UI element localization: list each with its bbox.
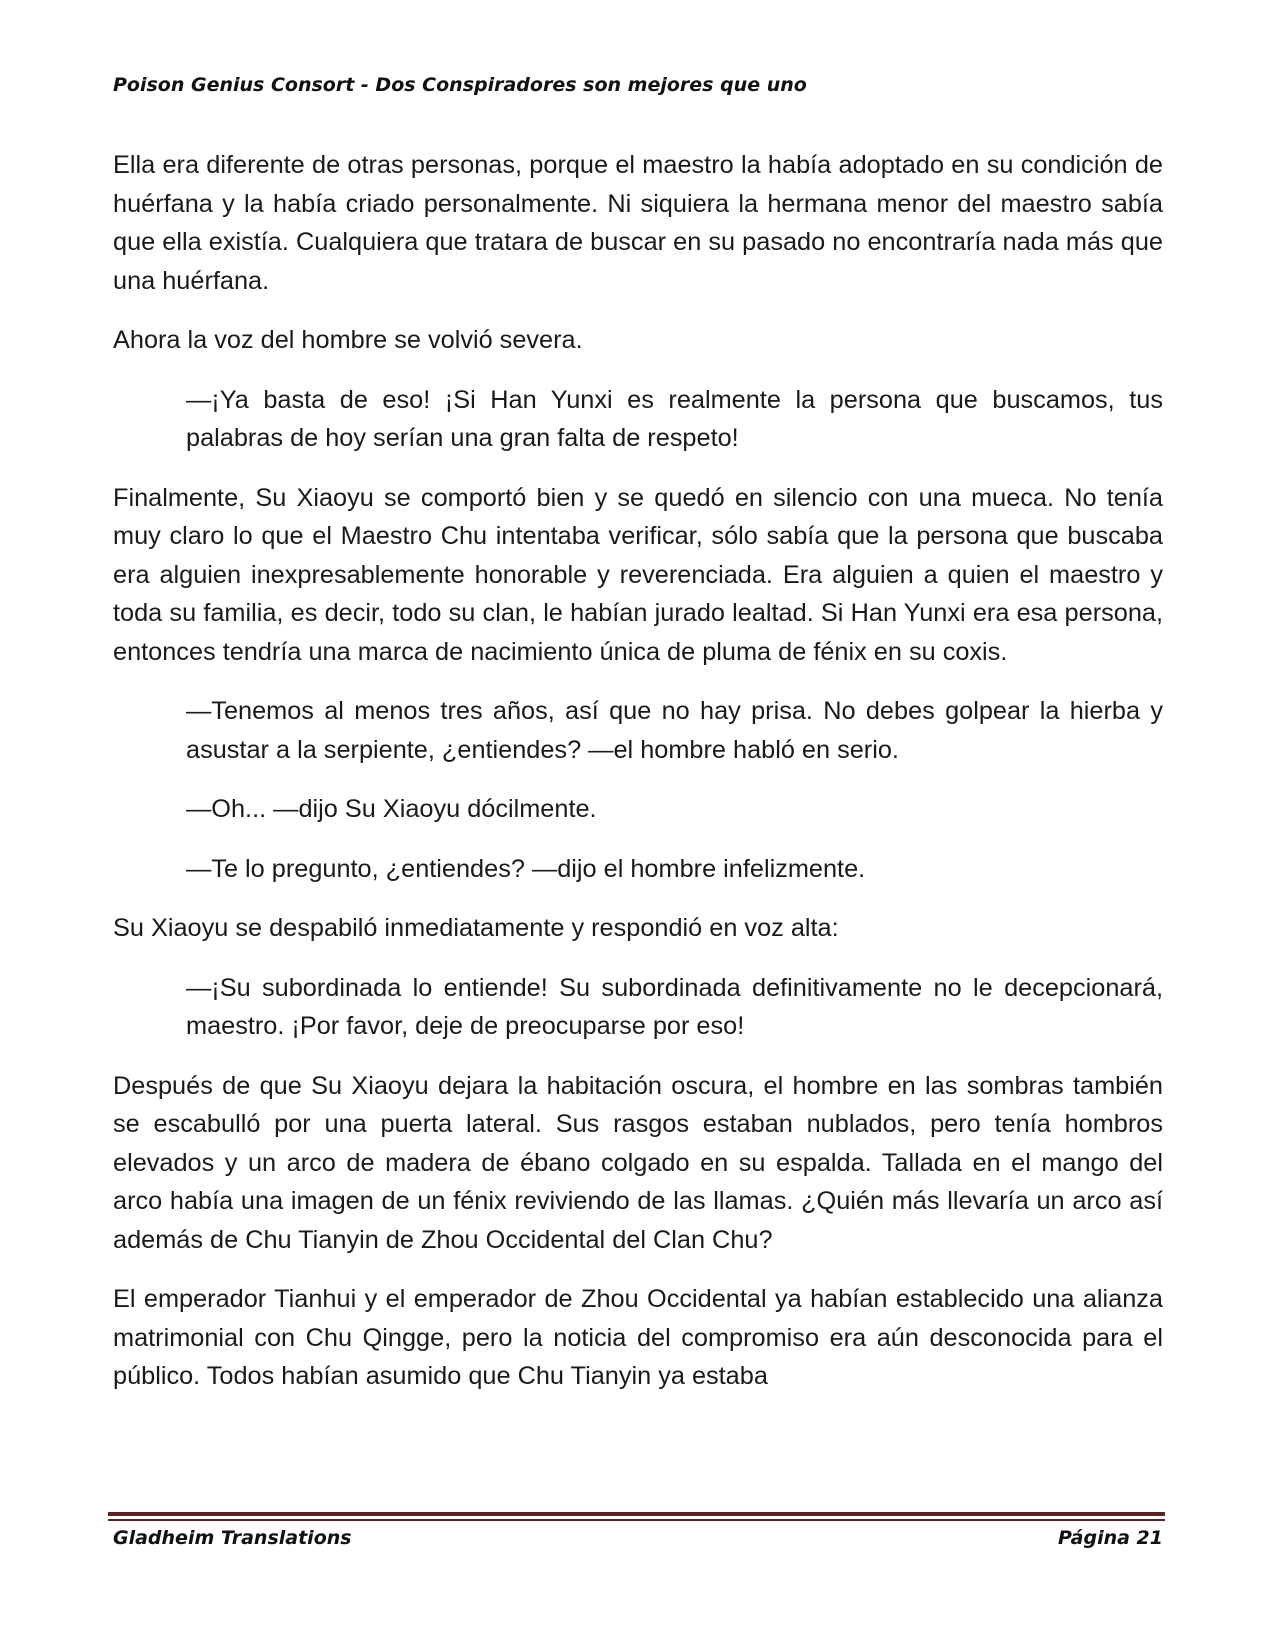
- paragraph-3: Finalmente, Su Xiaoyu se comportó bien y se quedó en silencio con una mueca. No tenía muy claro lo que el Maestro Chu intentaba verificar, sólo sabía que la persona que buscaba era alguien inexpresablemente honorable y reverenciada. Era alguien a quien el maestro y toda su familia, es decir, todo su clan, le habían jurado lealtad. Si Han Yunxi era esa persona, entonces tendría una marca de nacimiento única de pluma de fénix en su coxis.: [113, 483, 1163, 666]
- paragraph-1: Ella era diferente de otras personas, porque el maestro la había adoptado en su condición de huérfana y la había criado personalmente. Ni siquiera la hermana menor del maestro sabía que ella existía. Cualquiera que tratara de buscar en su pasado no encontraría nada más que una huérfana.: [113, 151, 1163, 295]
- dialogue-3: —Oh... —dijo Su Xiaoyu dócilmente.: [186, 795, 597, 823]
- body-text: [113, 146, 1163, 1417]
- footer-divider-thick: [108, 1512, 1165, 1516]
- paragraph-5: Después de que Su Xiaoyu dejara la habitación oscura, el hombre en las sombras también se escabulló por una puerta lateral. Sus rasgos estaban nublados, pero tenía hombros elevados y un arco de madera de ébano colgado en su espalda. Tallada en el mango del arco había una imagen de un fénix reviviendo de las llamas. ¿Quién más llevaría un arco así además de Chu Tianyin de Zhou Occidental del Clan Chu?: [113, 1071, 1163, 1254]
- footer-divider-thin: [108, 1519, 1165, 1521]
- dialogue-5: —¡Su subordinada lo entiende! Su subordinada definitivamente no le decepcionará, maestro. ¡Por favor, deje de preocuparse por eso!: [186, 973, 1163, 1040]
- page-footer: [113, 1527, 1163, 1549]
- paragraph-6: El emperador Tianhui y el emperador de Zhou Occidental ya habían establecido una alianza matrimonial con Chu Qingge, pero la noticia del compromiso era aún desconocida para el público. Todos habían asumido que Chu Tianyin ya estaba: [113, 1285, 1163, 1390]
- dialogue-4: —Te lo pregunto, ¿entiendes? —dijo el hombre infelizmente.: [186, 854, 866, 883]
- footer-publisher: Gladheim Translations: [113, 1527, 352, 1549]
- running-header: Poison Genius Consort - Dos Conspiradores son mejores que uno: [113, 74, 807, 96]
- dialogue-2: —Tenemos al menos tres años, así que no hay prisa. No debes golpear la hierba y asustar a la serpiente, ¿entiendes? —el hombre habló en serio.: [186, 697, 1163, 764]
- page-number: Página 21: [1057, 1527, 1163, 1549]
- dialogue-1: —¡Ya basta de eso! ¡Si Han Yunxi es realmente la persona que buscamos, tus palabras de hoy serían una gran falta de respeto!: [186, 385, 1163, 452]
- paragraph-4: Su Xiaoyu se despabiló inmediatamente y respondió en voz alta:: [113, 914, 839, 942]
- paragraph-2: Ahora la voz del hombre se volvió severa.: [113, 326, 583, 354]
